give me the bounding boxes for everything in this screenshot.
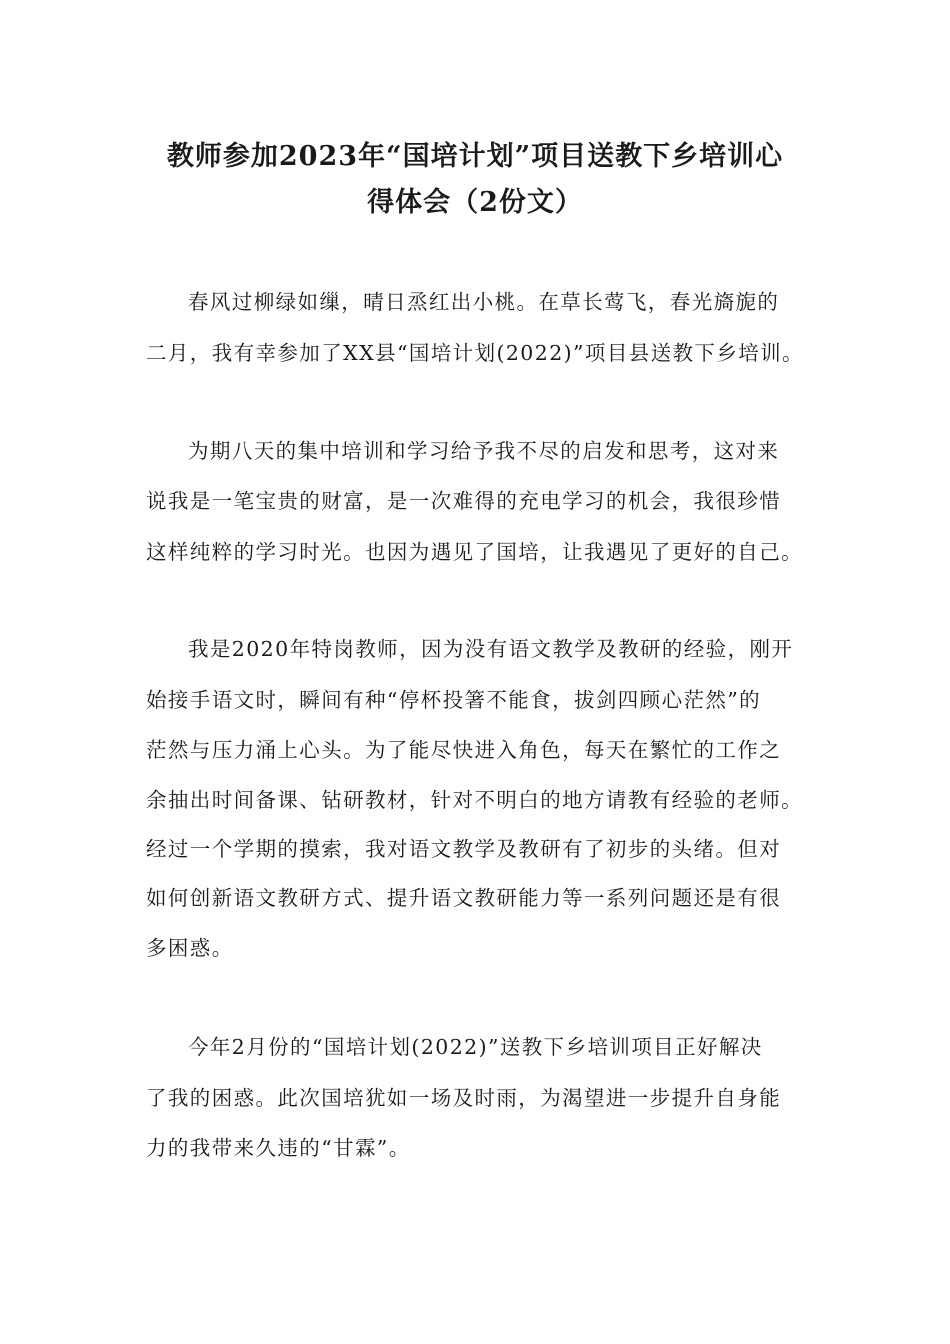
document-title-line-2: 得体会（2份文） bbox=[367, 187, 583, 218]
paragraph-4-line-3: 力的我带来久违的“甘霖”。 bbox=[146, 1136, 411, 1160]
paragraph-3-line-5: 经过一个学期的摸索，我对语文教学及教研有了初步的头绪。但对 bbox=[146, 837, 782, 861]
document-title-line-1: 教师参加2023年“国培计划”项目送教下乡培训心 bbox=[166, 141, 784, 172]
paragraph-3-line-7: 多困惑。 bbox=[146, 936, 234, 960]
paragraph-1-line-2: 二月，我有幸参加了XX县“国培计划(2022)”项目县送教下乡培训。 bbox=[146, 341, 804, 365]
paragraph-1-line-1: 春风过柳绿如缫，晴日烝红出小桃。在草长莺飞，春光旖旎的 bbox=[188, 290, 780, 314]
paragraph-3-line-4: 余抽出时间备课、钻研教材，针对不明白的地方请教有经验的老师。 bbox=[146, 788, 803, 812]
paragraph-3-line-3: 茫然与压力涌上心头。为了能尽快进入角色，每天在繁忙的工作之 bbox=[146, 738, 782, 762]
paragraph-3-line-2: 始接手语文时，瞬间有种“停杯投箸不能食，拔剑四顾心茫然”的 bbox=[146, 688, 762, 712]
paragraph-3-line-1: 我是2020年特岗教师，因为没有语文教学及教研的经验，刚开 bbox=[188, 637, 794, 661]
paragraph-2-line-1: 为期八天的集中培训和学习给予我不尽的启发和思考，这对来 bbox=[188, 439, 780, 463]
paragraph-4-line-1: 今年2月份的“国培计划(2022)”送教下乡培训项目正好解决 bbox=[188, 1035, 763, 1059]
paragraph-2-line-3: 这样纯粹的学习时光。也因为遇见了国培，让我遇见了更好的自己。 bbox=[146, 540, 803, 564]
paragraph-4-line-2: 了我的困惑。此次国培犹如一场及时雨，为渴望进一步提升自身能 bbox=[146, 1086, 782, 1110]
paragraph-3-line-6: 如何创新语文教研方式、提升语文教研能力等一系列问题还是有很 bbox=[146, 886, 782, 910]
paragraph-2-line-2: 说我是一笔宝贵的财富，是一次难得的充电学习的机会，我很珍惜 bbox=[146, 489, 782, 513]
